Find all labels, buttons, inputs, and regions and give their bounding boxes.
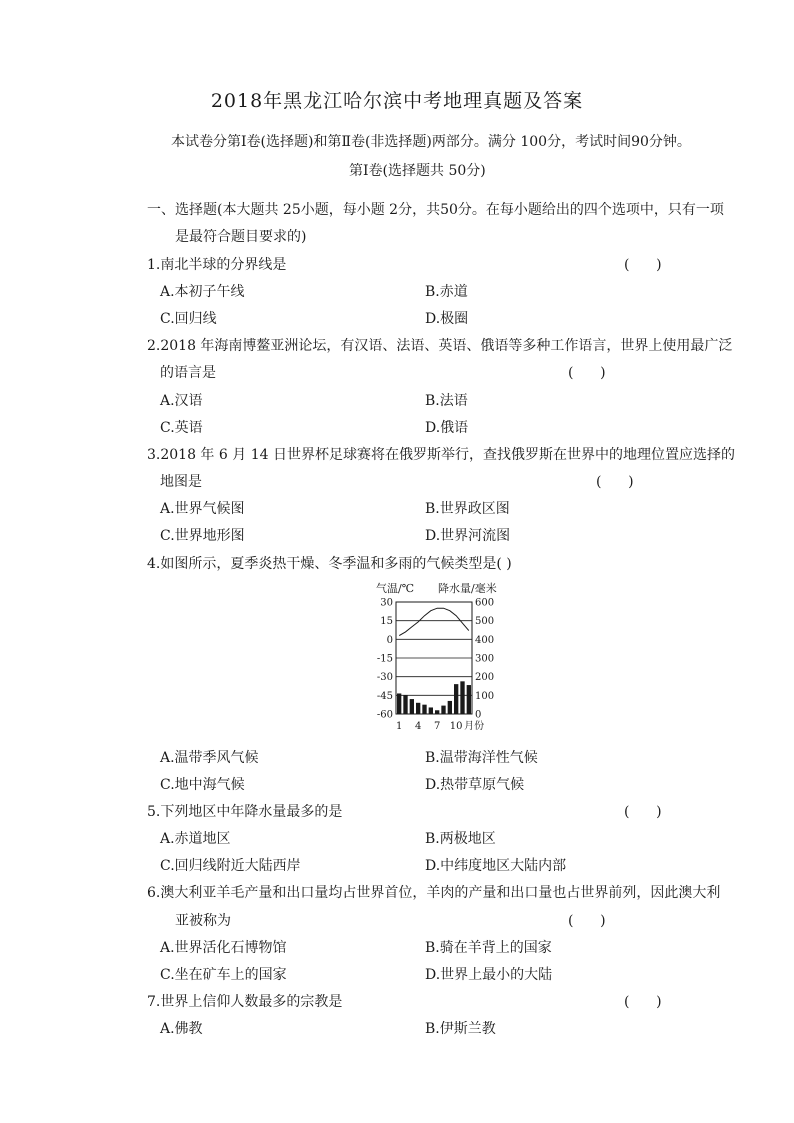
month-tick-label: 4 [414, 721, 422, 732]
q3-option-d: D.世界河流图 [425, 528, 511, 544]
temperature-tick-label: 30 [380, 597, 393, 609]
precipitation-tick-label: 500 [475, 616, 495, 628]
q2-option-d: D.俄语 [425, 420, 469, 436]
precipitation-tick-label: 400 [475, 634, 495, 646]
q7-option-a: A.佛教 [160, 1021, 203, 1037]
q2-option-a: A.汉语 [160, 393, 203, 409]
precipitation-bar-month-10 [454, 684, 458, 714]
temperature-tick-label: -60 [376, 709, 393, 721]
q4-option-d: D.热带草原气候 [425, 777, 525, 793]
q3-option-a: A.世界气候图 [160, 501, 245, 517]
precipitation-tick-label: 0 [475, 709, 482, 721]
q5-stem: 5.下列地区中年降水量最多的是 [147, 804, 343, 820]
q7-stem: 7.世界上信仰人数最多的宗教是 [147, 994, 343, 1010]
climate-chart [366, 580, 506, 734]
temperature-tick-label: -15 [376, 653, 393, 665]
q4-option-c: C.地中海气候 [160, 777, 245, 793]
precipitation-bar-month-2 [403, 695, 407, 714]
q1-option-d: D.极圈 [425, 311, 469, 327]
q6-stem-line1: 6.澳大利亚羊毛产量和出口量均占世界首位，羊肉的产量和出口量也占世界前列，因此澳大利 [147, 885, 721, 901]
precipitation-tick-label: 300 [475, 653, 495, 665]
q3-option-b: B.世界政区图 [425, 501, 510, 517]
q7-option-b: B.伊斯兰教 [425, 1021, 496, 1037]
q6-option-c: C.坐在矿车上的国家 [160, 967, 287, 983]
precipitation-tick-label: 100 [475, 690, 495, 702]
q5-answer-paren: ( ) [624, 804, 662, 820]
part1-title: 第Ⅰ卷(选择题共 50分) [349, 163, 486, 179]
q4-stem: 4.如图所示，夏季炎热干燥、冬季温和多雨的气候类型是( ) [147, 556, 512, 572]
q2-option-b: B.法语 [425, 393, 468, 409]
q4-option-b: B.温带海洋性气候 [425, 750, 538, 766]
temperature-tick-label: -45 [376, 690, 393, 702]
q3-option-c: C.世界地形图 [160, 528, 245, 544]
precipitation-bar-month-8 [441, 706, 445, 714]
precipitation-bar-month-6 [429, 707, 433, 714]
q5-option-a: A.赤道地区 [160, 831, 231, 847]
temperature-curve [399, 608, 469, 635]
q6-option-b: B.骑在羊背上的国家 [425, 940, 552, 956]
temperature-tick-label: 15 [380, 616, 393, 628]
q1-option-a: A.本初子午线 [160, 284, 245, 300]
q3-answer-paren: ( ) [596, 474, 634, 490]
temperature-tick-label: -30 [376, 672, 393, 684]
q1-option-b: B.赤道 [425, 284, 468, 300]
temperature-tick-label: 0 [386, 634, 393, 646]
q6-answer-paren: ( ) [568, 913, 606, 929]
precipitation-bar-month-5 [422, 705, 426, 714]
q7-answer-paren: ( ) [624, 994, 662, 1010]
month-tick-label: 10 [449, 721, 463, 732]
page-title: 2018年黑龙江哈尔滨中考地理真题及答案 [210, 90, 584, 112]
chart-xlabel: 月份 [464, 721, 485, 732]
precipitation-bar-month-7 [435, 710, 439, 714]
chart-ylabel-temperature: 气温/℃ [376, 582, 415, 595]
precipitation-tick-label: 600 [475, 597, 495, 609]
q6-stem-line2: 亚被称为 [175, 913, 231, 929]
q6-option-d: D.世界上最小的大陆 [425, 967, 553, 983]
precipitation-tick-label: 200 [475, 672, 495, 684]
q4-option-a: A.温带季风气候 [160, 750, 259, 766]
q2-answer-paren: ( ) [568, 365, 606, 381]
q1-stem: 1.南北半球的分界线是 [147, 257, 287, 273]
q2-stem-line2: 的语言是 [160, 365, 216, 381]
q2-stem-line1: 2.2018 年海南博鳌亚洲论坛，有汉语、法语、英语、俄语等多种工作语言，世界上使用最广泛 [147, 338, 733, 354]
section1-line1: 一、选择题(本大题共 25小题，每小题 2分，共50分。在每小题给出的四个选项中，只有一项 [147, 202, 724, 218]
precipitation-bar-month-9 [448, 701, 452, 714]
precipitation-bar-month-4 [416, 703, 420, 714]
q5-option-b: B.两极地区 [425, 831, 496, 847]
q6-option-a: A.世界活化石博物馆 [160, 940, 287, 956]
month-tick-label: 7 [433, 721, 441, 732]
q5-option-d: D.中纬度地区大陆内部 [425, 858, 567, 874]
precipitation-bar-month-11 [460, 681, 464, 714]
intro-text: 本试卷分第Ⅰ卷(选择题)和第Ⅱ卷(非选择题)两部分。满分 100分，考试时间90分钟。 [171, 134, 691, 150]
precipitation-bar-month-12 [467, 685, 471, 714]
precipitation-bar-month-1 [397, 693, 401, 714]
q3-stem-line2: 地图是 [160, 474, 202, 490]
q5-option-c: C.回归线附近大陆西岸 [160, 858, 301, 874]
q3-stem-line1: 3.2018 年 6 月 14 日世界杯足球赛将在俄罗斯举行，查找俄罗斯在世界中的地理位置应选择的 [147, 447, 735, 463]
q1-answer-paren: ( ) [624, 257, 662, 273]
q2-option-c: C.英语 [160, 420, 203, 436]
chart-ylabel-precipitation: 降水量/毫米 [438, 582, 497, 595]
precipitation-bars [397, 681, 471, 714]
q1-option-c: C.回归线 [160, 311, 217, 327]
month-tick-label: 1 [395, 721, 403, 732]
precipitation-bar-month-3 [410, 699, 414, 714]
section1-line2: 是最符合题目要求的) [175, 229, 307, 245]
